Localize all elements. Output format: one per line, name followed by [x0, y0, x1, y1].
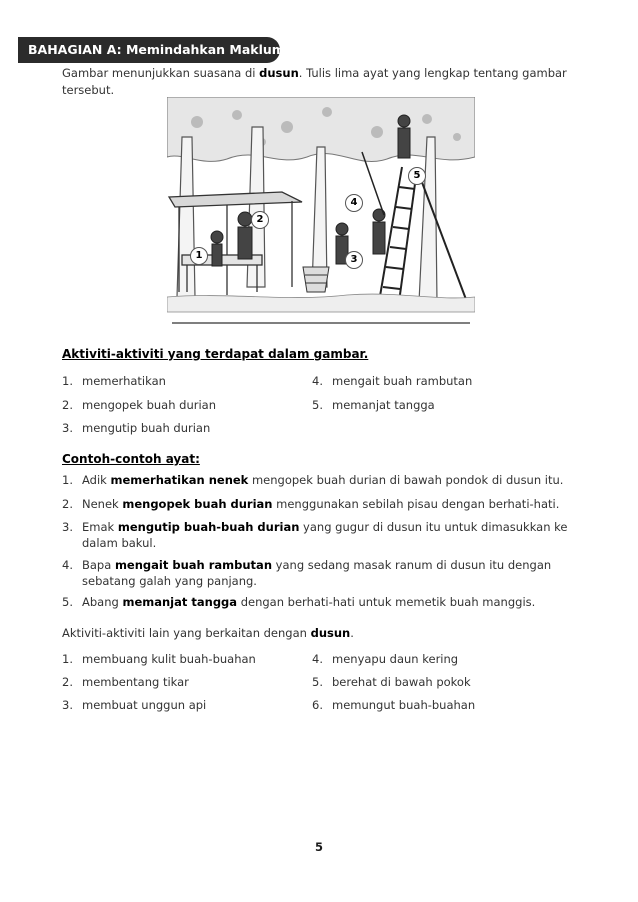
- instruction-bold: dusun: [259, 66, 299, 80]
- example-post: yang sedang masak ranum di dusun itu dengan sebatang galah yang panjang.: [82, 558, 552, 588]
- example-post: mengopek buah durian di bawah pondok di dusun itu.: [248, 473, 564, 487]
- example-pre: Adik: [82, 473, 111, 487]
- example-sentence: [62, 496, 582, 512]
- marker-5: 5: [408, 167, 426, 185]
- activity-num: 2.: [62, 398, 73, 412]
- other-title-bold: dusun: [310, 626, 351, 640]
- marker-2: 2: [251, 211, 269, 229]
- other-item: [312, 651, 458, 667]
- other-item: [312, 674, 471, 690]
- activity-text: mengait buah rambutan: [332, 374, 473, 388]
- example-pre: Nenek: [82, 497, 123, 511]
- marker-1: 1: [190, 247, 208, 265]
- other-text: membuat unggun api: [82, 698, 207, 712]
- example-num: 1.: [62, 473, 73, 487]
- example-bold: mengait buah rambutan: [114, 558, 273, 572]
- section-header: [18, 37, 300, 63]
- other-text: membentang tikar: [82, 675, 189, 689]
- orchard-illustration: [167, 97, 475, 330]
- example-post: yang gugur di dusun itu untuk dimasukkan ke dalam bakul.: [82, 520, 568, 550]
- example-sentence: [62, 519, 582, 551]
- example-bold: memerhatikan nenek: [110, 473, 249, 487]
- example-num: 5.: [62, 595, 73, 609]
- other-num: 6.: [312, 698, 323, 712]
- activity-num: 5.: [312, 398, 323, 412]
- example-post: dengan berhati-hati untuk memetik buah manggis.: [237, 595, 536, 609]
- other-item: [62, 697, 206, 713]
- other-num: 5.: [312, 675, 323, 689]
- instruction-text: [62, 65, 582, 99]
- activities-title: Aktiviti-aktiviti yang terdapat dalam gambar.: [62, 347, 369, 361]
- example-pre: Bapa: [82, 558, 115, 572]
- example-pre: Abang: [82, 595, 123, 609]
- example-num: 3.: [62, 520, 73, 534]
- example-num: 2.: [62, 497, 73, 511]
- example-pre: Emak: [82, 520, 118, 534]
- activity-num: 1.: [62, 374, 73, 388]
- other-num: 1.: [62, 652, 73, 666]
- marker-4: 4: [345, 194, 363, 212]
- other-text: berehat di bawah pokok: [332, 675, 471, 689]
- activity-text: memerhatikan: [82, 374, 166, 388]
- other-num: 2.: [62, 675, 73, 689]
- activity-item: [62, 420, 210, 436]
- other-title-pre: Aktiviti-aktiviti lain yang berkaitan dengan: [62, 626, 311, 640]
- instruction-post: . Tulis lima ayat yang lengkap tentang gambar tersebut.: [62, 66, 567, 97]
- other-activities-title: [62, 626, 354, 640]
- example-sentence: [62, 472, 582, 488]
- other-num: 3.: [62, 698, 73, 712]
- instruction-pre: Gambar menunjukkan suasana di: [62, 66, 260, 80]
- other-num: 4.: [312, 652, 323, 666]
- other-text: memungut buah-buahan: [332, 698, 476, 712]
- other-text: menyapu daun kering: [332, 652, 459, 666]
- orchard-drawing: [167, 97, 475, 330]
- example-sentence: [62, 594, 582, 610]
- other-item: [62, 674, 189, 690]
- activity-num: 4.: [312, 374, 323, 388]
- other-item: [62, 651, 256, 667]
- other-text: membuang kulit buah-buahan: [82, 652, 256, 666]
- page-number: 5: [314, 840, 323, 854]
- other-title-post: .: [350, 626, 354, 640]
- activity-num: 3.: [62, 421, 73, 435]
- marker-3: 3: [345, 251, 363, 269]
- example-sentence: [62, 557, 582, 589]
- activity-item: [62, 373, 166, 389]
- activity-item: [62, 397, 216, 413]
- section-header-title: BAHAGIAN A: Memindahkan Maklumat: [28, 42, 300, 57]
- other-item: [312, 697, 475, 713]
- example-bold: memanjat tangga: [122, 595, 238, 609]
- activity-item: [312, 373, 472, 389]
- activity-text: mengopek buah durian: [82, 398, 217, 412]
- activity-text: memanjat tangga: [332, 398, 435, 412]
- example-bold: mengutip buah-buah durian: [117, 520, 300, 534]
- activity-item: [312, 397, 435, 413]
- example-bold: mengopek buah durian: [122, 497, 273, 511]
- examples-title: Contoh-contoh ayat:: [62, 452, 200, 466]
- example-num: 4.: [62, 558, 73, 572]
- activity-text: mengutip buah durian: [82, 421, 211, 435]
- example-post: menggunakan sebilah pisau dengan berhati-hati.: [272, 497, 560, 511]
